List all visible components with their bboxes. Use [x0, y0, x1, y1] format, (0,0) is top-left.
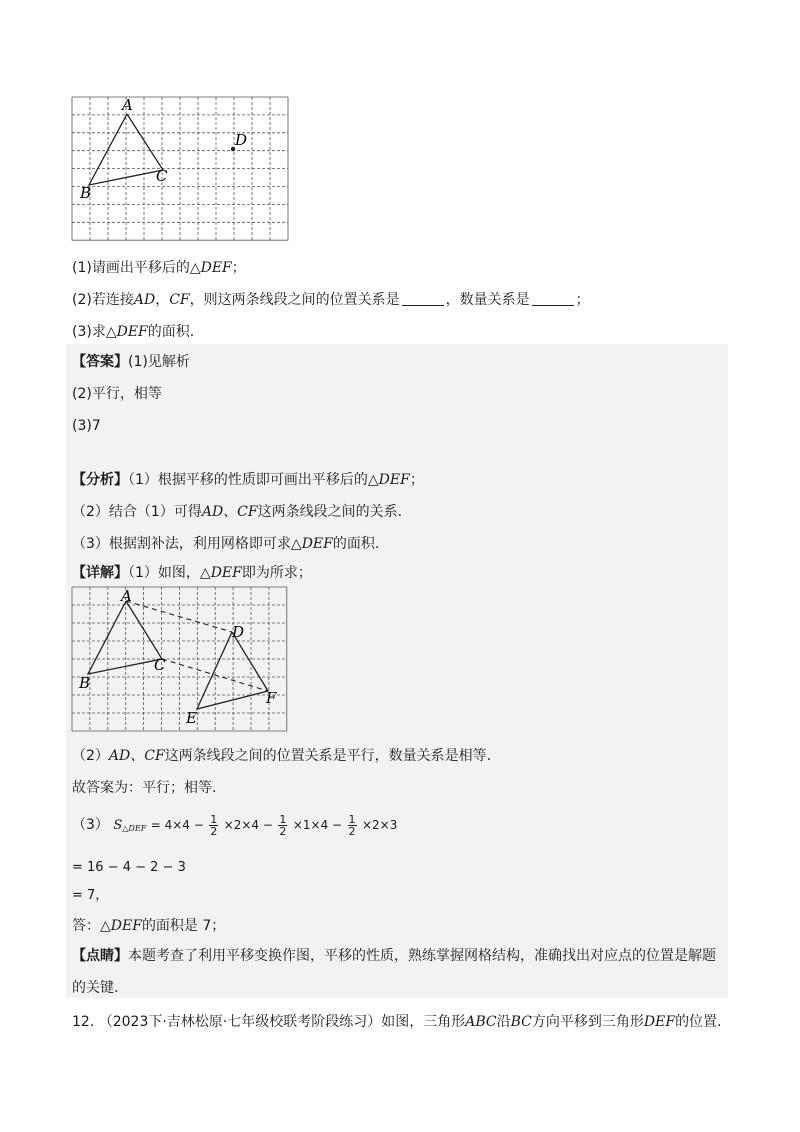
- label-d-2: D: [232, 623, 245, 641]
- label-c-2: C: [154, 656, 166, 674]
- answer-line-3: (3)7: [72, 418, 101, 434]
- fraction-3: $\frac{1}{2}$: [348, 812, 356, 838]
- detail-line-4: （3） $S_{\triangle DEF} = 4\times 4$ − $\frac{1}{2}$ ×2×4 − $\frac{1}{2}$ ×1×4 − $\frac{1}{2}$ ×2×3: [72, 812, 398, 838]
- detail-line-6: = 7，: [72, 888, 109, 903]
- label-f-2: F: [266, 689, 277, 707]
- analysis-line-1: 【分析】（1）根据平移的性质即可画出平移后的△DEF；: [72, 472, 424, 488]
- comment-line-2: 的关键.: [72, 980, 119, 996]
- answer-blank-2[interactable]: [532, 291, 574, 306]
- detail-line-7: 答：△DEF的面积是 7；: [72, 918, 226, 934]
- fraction-2: $\frac{1}{2}$: [279, 812, 287, 838]
- analysis-line-3: （3）根据割补法，利用网格即可求△DEF的面积.: [72, 536, 380, 552]
- label-c: C: [156, 167, 168, 185]
- question-1: (1)请画出平移后的△DEF；: [72, 260, 246, 276]
- comment-line-1: 【点睛】本题考查了利用平移变换作图，平移的性质，熟练掌握网格结构，准确找出对应点的位置是解题: [72, 948, 716, 964]
- label-e-2: E: [186, 709, 197, 727]
- answer-line-2: (2)平行，相等: [72, 386, 162, 402]
- question-3: (3)求△DEF的面积.: [72, 324, 195, 340]
- detail-line-3: 故答案为：平行；相等.: [72, 780, 217, 796]
- next-question: 12. （2023下·吉林松原·七年级校联考阶段练习）如图，三角形ABC沿BC方向平移到三角形DEF的位置.: [72, 1014, 722, 1030]
- label-d: D: [235, 131, 248, 149]
- label-b: B: [80, 184, 92, 202]
- grid-figure-2: [0, 580, 800, 740]
- label-a-2: A: [121, 587, 132, 605]
- question-2: (2)若连接AD，CF，则这两条线段之间的位置关系是 ，数量关系是 ；: [72, 292, 590, 308]
- detail-line-2: （2）AD、CF这两条线段之间的位置关系是平行，数量关系是相等.: [72, 748, 492, 764]
- detail-line-5: = 16 − 4 − 2 − 3: [72, 860, 186, 875]
- fraction-1: $\frac{1}{2}$: [210, 812, 218, 838]
- answer-blank-1[interactable]: [402, 291, 444, 306]
- label-a: A: [122, 96, 133, 114]
- triangle-abc-2: [88, 601, 162, 674]
- answer-line-1: 【答案】(1)见解析: [72, 354, 190, 370]
- analysis-line-2: （2）结合（1）可得AD、CF这两条线段之间的关系.: [72, 504, 403, 520]
- label-b-2: B: [79, 674, 91, 692]
- triangle-def: [197, 632, 268, 709]
- detail-line-1: 【详解】（1）如图，△DEF即为所求；: [72, 565, 312, 581]
- grid-figure-1: [0, 0, 800, 250]
